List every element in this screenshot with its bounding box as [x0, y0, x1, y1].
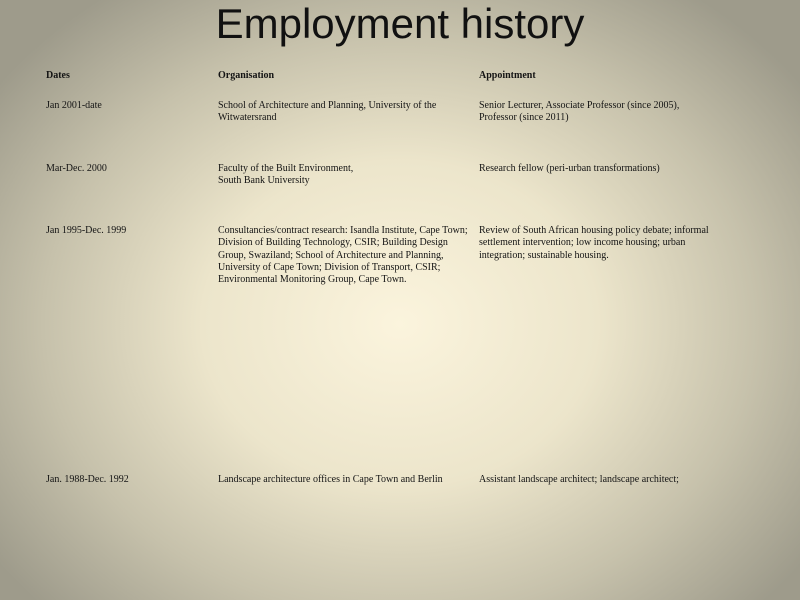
header-dates: Dates	[46, 70, 70, 81]
cell-organisation: Consultancies/contract research: Isandla Institute, Cape Town; Division of Building Technology, CSIR; Building Design Group, Swaziland; School of Architecture and Planning, University of Cape Town; Division of Transport, CSIR; Environmental Monitoring Group, Cape Town.	[218, 225, 468, 286]
employment-history-table	[42, 70, 722, 514]
table-row	[42, 163, 722, 225]
cell-appointment: Senior Lecturer, Associate Professor (since 2005), Professor (since 2011)	[479, 100, 680, 124]
table-header-row	[42, 70, 722, 100]
table-row	[42, 225, 722, 474]
cell-organisation: School of Architecture and Planning, University of the Witwatersrand	[218, 100, 437, 124]
cell-appointment: Assistant landscape architect; landscape architect;	[479, 474, 679, 485]
cell-dates: Jan 2001-date	[46, 100, 102, 111]
table-row	[42, 474, 722, 514]
cell-dates: Mar-Dec. 2000	[46, 163, 107, 174]
header-organisation: Organisation	[218, 70, 275, 81]
cell-organisation: Landscape architecture offices in Cape Town and Berlin	[218, 474, 443, 485]
cell-appointment: Research fellow (peri-urban transformations)	[479, 163, 660, 174]
slide-title: Employment history	[215, 0, 585, 47]
header-appointment: Appointment	[479, 70, 536, 81]
cell-dates: Jan. 1988-Dec. 1992	[46, 474, 129, 485]
cell-appointment: Review of South African housing policy debate; informal settlement intervention; low income housing; urban integration; sustainable housing.	[479, 225, 709, 261]
cell-dates: Jan 1995-Dec. 1999	[46, 225, 127, 236]
cell-organisation: Faculty of the Built Environment, South Bank University	[218, 163, 354, 187]
table-row	[42, 100, 722, 163]
